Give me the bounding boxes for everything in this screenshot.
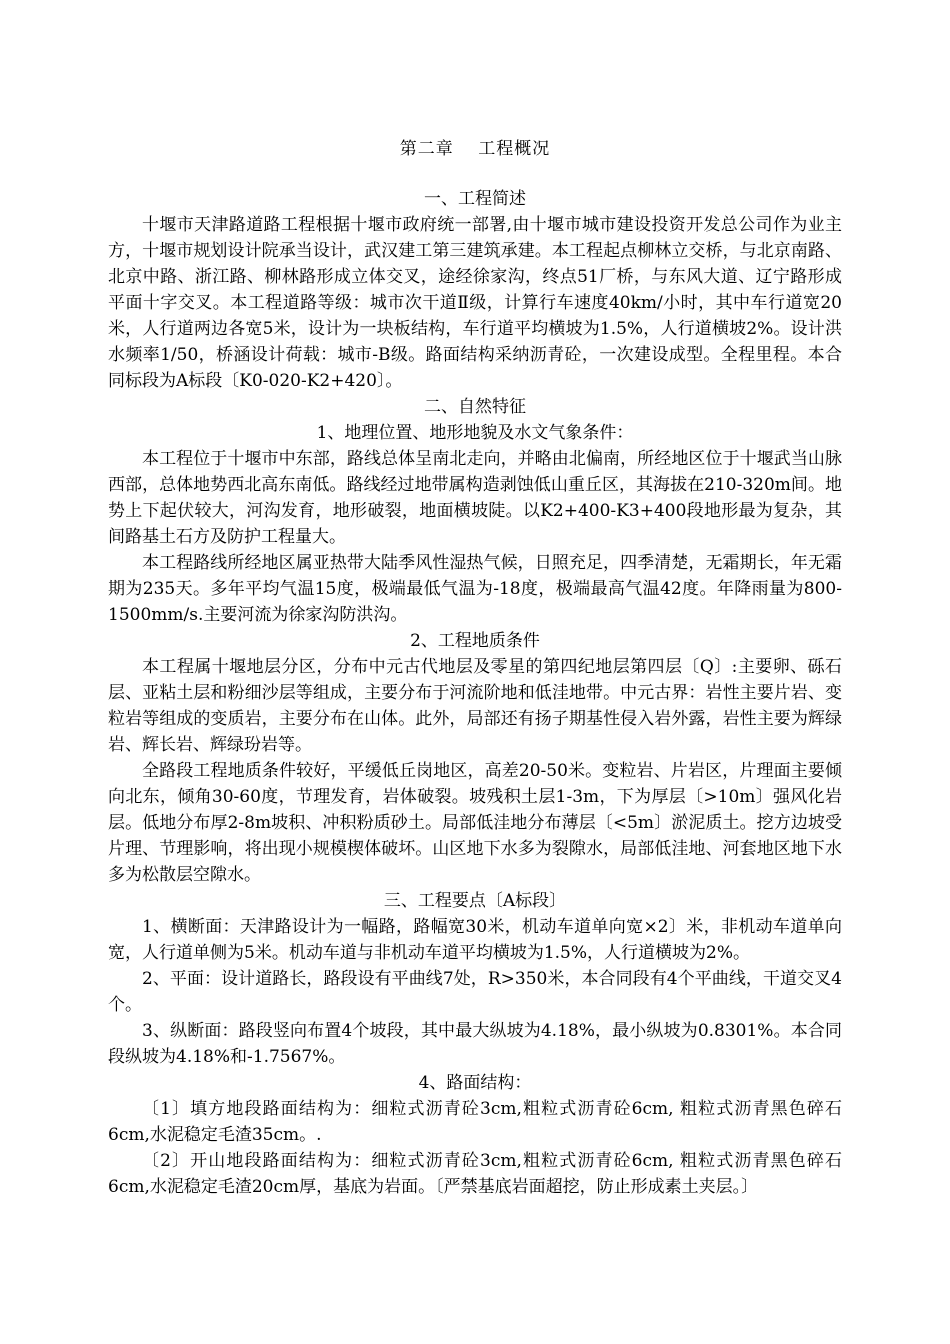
section-2-subtitle-1: 1、地理位置、地形地貌及水文气象条件： [316,423,634,443]
section-2-paragraph-1: 本工程位于十堰市中东部，路线总体呈南北走向，并略由北偏南，所经地区位于十堰武当山脉西部，总体地势西北高东南低。路线经过地带属构造剥蚀低山重丘区，其海拔在210-320m间。地势上下起伏较大，河沟发育，地形破裂，地面横坡陡。以K2+400-K3+400段地形最为复杂，其间路基土石方及防护工程量大。 [108,449,842,547]
section-2-paragraph-3: 本工程属十堰地层分区，分布中元古代地层及零星的第四纪地层第四层〔Q〕:主要卵、砾石层、亚粘土层和粉细沙层等组成，主要分布于河流阶地和低洼地带。中元古界：岩性主要片岩、变粒岩等组成的变质岩，主要分布在山体。此外，局部还有扬子期基性侵入岩外露，岩性主要为辉绿岩、辉长岩、辉绿玢岩等。 [108,657,842,755]
section-3-item-4-2: 〔2〕开山地段路面结构为：细粒式沥青砼3cm,粗粒式沥青砼6cm, 粗粒式沥青黑色碎石6cm,水泥稳定毛渣20cm厚，基底为岩面。〔严禁基底岩面超挖，防止形成素土夹层。〕 [108,1151,842,1197]
section-3-title: 三、工程要点〔A标段〕 [383,891,567,911]
section-1-paragraph: 十堰市天津路道路工程根据十堰市政府统一部署,由十堰市城市建设投资开发总公司作为业主方，十堰市规划设计院承当设计，武汉建工第三建筑承建。本工程起点柳林立交桥，与北京南路、北京中路、浙江路、柳林路形成立体交叉，途经徐家沟，终点51厂桥，与东风大道、辽宁路形成平面十字交叉。本工程道路等级：城市次干道Ⅱ级，计算行车速度40km/小时，其中车行道宽20米，人行道两边各宽5米，设计为一块板结构，车行道平均横坡为1.5%，人行道横坡2%。设计洪水频率1/50，桥涵设计荷载：城市-B级。路面结构采纳沥青砼，一次建设成型。全程里程。本合同标段为A标段〔K0-020-K2+420〕。 [108,215,842,391]
section-2-paragraph-4: 全路段工程地质条件较好，平缓低丘岗地区，高差20-50米。变粒岩、片岩区，片理面主要倾向北东，倾角30-60度，节理发育，岩体破裂。坡残积土层1-3m，下为厚层〔>10m〕强风化岩层。低地分布厚2-8m坡积、冲积粉质砂土。局部低洼地分布薄层〔<5m〕淤泥质土。挖方边坡受片理、节理影响，将出现小规模楔体破坏。山区地下水多为裂隙水，局部低洼地、河套地区地下水多为松散层空隙水。 [108,761,842,885]
section-3-item-4-1: 〔1〕填方地段路面结构为：细粒式沥青砼3cm,粗粒式沥青砼6cm, 粗粒式沥青黑色碎石6cm,水泥稳定毛渣35cm。. [108,1099,842,1145]
section-3-item-2: 2、平面：设计道路长，路段设有平曲线7处，R>350米，本合同段有4个平曲线，干道交叉4个。 [108,969,842,1015]
section-2-paragraph-2: 本工程路线所经地区属亚热带大陆季风性湿热气候，日照充足，四季清楚，无霜期长，年无霜期为235天。多年平均气温15度，极端最低气温为-18度，极端最高气温42度。年降雨量为800-1500mm/s.主要河流为徐家沟防洪沟。 [108,553,842,625]
section-1-title: 一、工程简述 [424,189,526,209]
section-3-item-1: 1、横断面：天津路设计为一幅路，路幅宽30米，机动车道单向宽×2〕米，非机动车道单向宽，人行道单侧为5米。机动车道与非机动车道平均横坡为1.5%，人行道横坡为2%。 [108,917,842,963]
section-2-subtitle-2: 2、工程地质条件 [410,631,540,651]
section-2-title: 二、自然特征 [424,397,526,417]
section-3-item-4-title: 4、路面结构： [418,1073,532,1093]
document-page [108,136,842,1200]
section-3-item-3: 3、纵断面：路段竖向布置4个坡段，其中最大纵坡为4.18%，最小纵坡为0.8301%。本合同段纵坡为4.18%和-1.7567%。 [108,1021,842,1067]
chapter-title: 第二章 工程概况 [399,139,551,159]
